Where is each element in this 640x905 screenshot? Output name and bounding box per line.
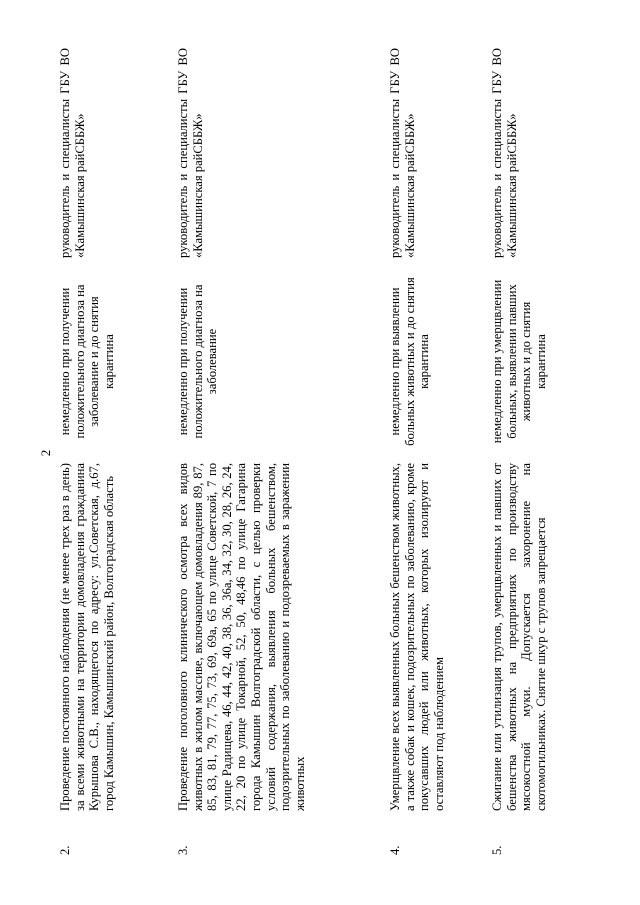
table-row: [176, 44, 388, 855]
row-number: 2.: [58, 845, 72, 855]
measure-text: Проведение постоянного наблюдения (не менее трех раз в день) за всеми животными на территории домовладения гражданина Курышова С.В., находящегося по адресу: ул.Советская, д.67, город Камышин, Камышинский район, Волгоградская область: [58, 463, 116, 811]
responsible-text: руководитель и специалисты ГБУ ВО «Камышинская райСББЖ»: [490, 48, 519, 258]
table-row: [388, 44, 490, 855]
measure-text: Умерщвление всех выявленных больных бешенством животных, а также собак и кошек, подозрительных по заболеванию, кроме покусавших людей или животных, которых изолируют и оставляют под наблюдением: [388, 463, 446, 811]
responsible-text: руководитель и специалисты ГБУ ВО «Камышинская райСББЖ»: [58, 48, 87, 258]
term-text: немедленно при получении положительного диагноза на заболевание и до снятия карантина: [58, 284, 116, 439]
term-text: немедленно при выявлении больных животных и до снятия карантина: [388, 277, 432, 446]
table-row: [58, 44, 176, 855]
row-number: 3.: [176, 845, 190, 855]
term-text: немедленно при умерщвлении больных, выявлении павших животных и до снятия карантина: [490, 279, 548, 444]
measure-text: Сжигание или утилизация трупов, умерщвленных и павших от бешенства животных на предприятиях по производству мясокостной муки. Допускается захоронение на скотомогильниках. Снятие шкур с трупов запрещается: [490, 463, 548, 811]
row-number: 4.: [388, 845, 402, 855]
page-number: 2: [38, 449, 53, 457]
term-text: немедленно при получении положительного диагноза на заболевание: [176, 284, 220, 439]
table-row: [490, 44, 590, 855]
row-number: 5.: [490, 845, 504, 855]
measures-table: [58, 44, 590, 855]
responsible-text: руководитель и специалисты ГБУ ВО «Камышинская райСББЖ»: [388, 48, 417, 258]
responsible-text: руководитель и специалисты ГБУ ВО «Камышинская райСББЖ»: [176, 48, 205, 258]
measure-text: Проведение поголовного клинического осмотра всех видов животных в жилом массиве, включающем домовладения 89, 87, 85, 83, 81, 79, 77, 75, 73, 69, 69а, 65 по улице Советской, 7 по улице Радищева, 46, 44, 42, 40, 38, 36, 36а, 34, 32, 30, 28, 26, 24, 22, 20 по улице Токарной, 52, 50, 48,46 по улице Гагарина города Камышин Волгоградской области, с целью проверки условий содержания, выявления больных бешенством, подозрительных по заболеванию и подозреваемых в заражении животных: [176, 463, 307, 811]
